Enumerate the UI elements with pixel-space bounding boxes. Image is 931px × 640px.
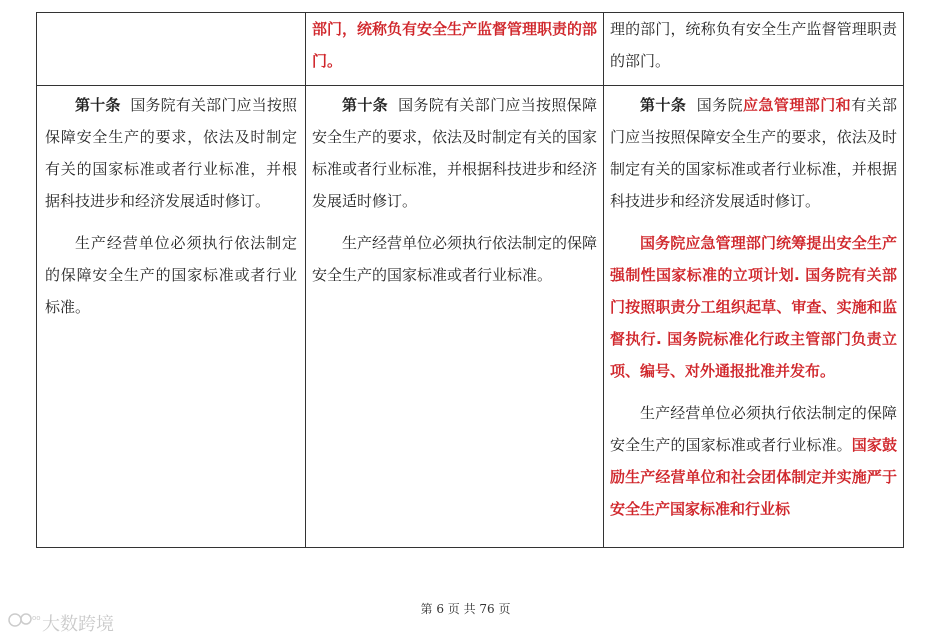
svg-text:oo: oo	[32, 614, 41, 622]
top-col2-text: 部门，统称负有安全生产监督管理职责的部门。	[312, 20, 598, 70]
cell-top-col2	[306, 13, 604, 85]
article-heading: 第十条	[342, 96, 388, 114]
new-law-para-3-red: 国家鼓励生产经营单位和社会团体制定并实施严于安全生产国家标准和行业标	[610, 436, 897, 518]
table-row-article-10	[37, 85, 903, 547]
draft-law-para-2: 生产经营单位必须执行依法制定的保障安全生产的国家标准或者行业标准。	[312, 234, 598, 284]
draft-law-para-1	[312, 89, 597, 217]
comparison-table	[36, 12, 904, 548]
new-law-para-3	[610, 397, 897, 525]
article-heading: 第十条	[640, 96, 687, 114]
cell-draft-law	[306, 85, 604, 547]
chat-bubble-icon	[8, 612, 41, 634]
page-number: 第 6 页 共 76 页	[420, 602, 511, 616]
article-heading: 第十条	[75, 96, 121, 114]
watermark	[8, 610, 114, 636]
old-law-para-1-body: 国务院有关部门应当按照保障安全生产的要求，依法及时制定有关的国家标准或者行业标准，并根据科技进步和经济发展适时修订。	[45, 96, 297, 210]
new-law-para-1-red: 应急管理部门和	[743, 96, 852, 114]
draft-law-para-1-body: 国务院有关部门应当按照保障安全生产的要求，依法及时制定有关的国家标准或者行业标准，并根据科技进步和经济发展适时修订。	[312, 96, 598, 210]
new-law-para-1-pre: 国务院	[696, 96, 744, 114]
top-col3-text: 理的部门，统称负有安全生产监督管理职责的部门。	[610, 20, 897, 70]
old-law-para-2: 生产经营单位必须执行依法制定的保障安全生产的国家标准或者行业标准。	[45, 234, 297, 316]
new-law-para-1	[610, 89, 897, 217]
new-law-para-2: 国务院应急管理部门统筹提出安全生产强制性国家标准的立项计划. 国务院有关部门按照职责分工组织起草、审查、实施和监督执行. 国务院标准化行政主管部门负责立项、编号、对外通报批准并发布。	[610, 234, 897, 380]
cell-new-law	[604, 85, 903, 547]
cell-top-col3	[604, 13, 903, 85]
new-law-para-3-body: 生产经营单位必须执行依法制定的保障安全生产的国家标准或者行业标准。	[610, 404, 897, 454]
table-row-top	[37, 13, 903, 86]
cell-old-law	[37, 85, 306, 547]
new-law-para-1-post: 有关部门应当按照保障安全生产的要求，依法及时制定有关的国家标准或者行业标准，并根据科技进步和经济发展适时修订。	[610, 96, 897, 210]
cell-top-col1	[37, 13, 306, 85]
watermark-text: 大数跨境	[42, 614, 114, 635]
old-law-para-1	[45, 89, 297, 217]
